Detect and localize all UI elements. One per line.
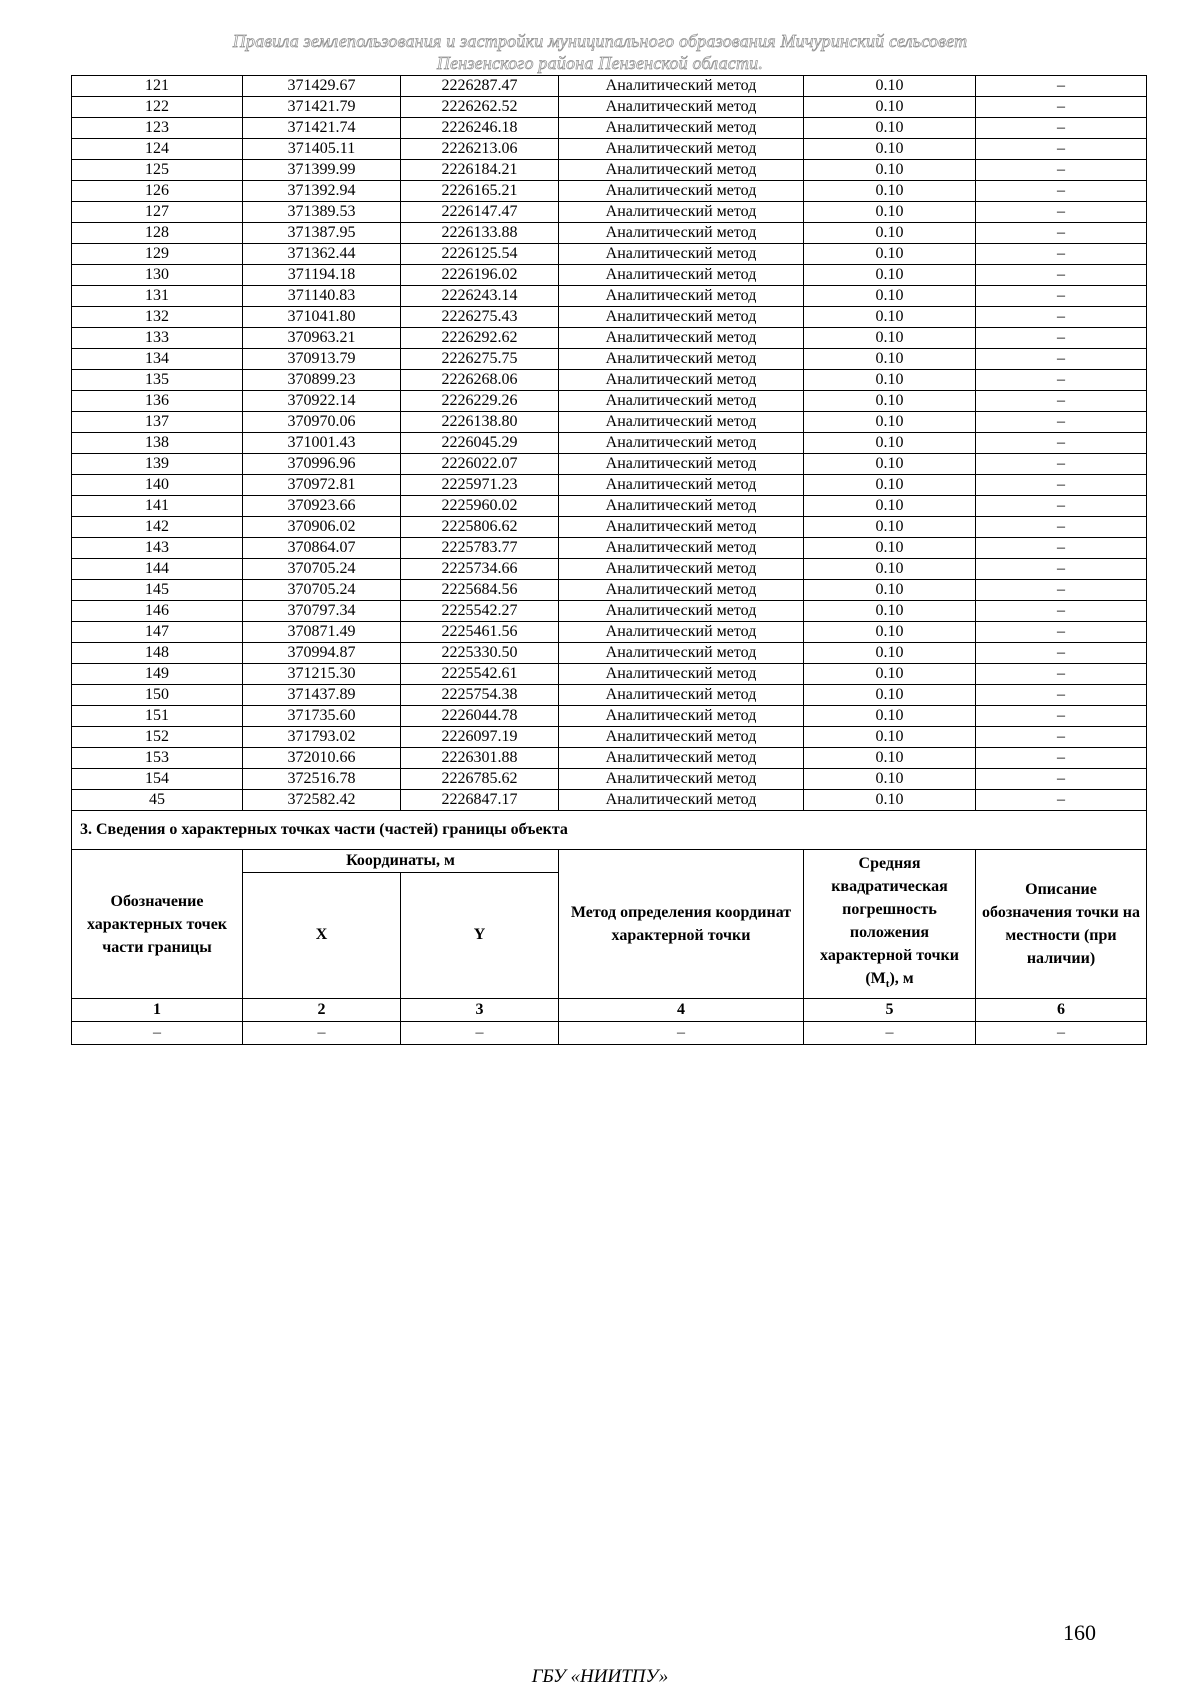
table-row: [72, 496, 1147, 517]
empty-cell: –: [559, 1022, 804, 1045]
point-number-cell: 148: [72, 643, 243, 664]
method-cell: Аналитический метод: [559, 685, 804, 706]
y-coordinate-cell: 2226196.02: [401, 265, 559, 286]
x-coordinate-cell: 371429.67: [243, 76, 401, 97]
error-cell: 0.10: [804, 97, 976, 118]
column-numbers-row: [72, 999, 1147, 1022]
method-cell: Аналитический метод: [559, 496, 804, 517]
error-cell: 0.10: [804, 202, 976, 223]
description-cell: –: [976, 307, 1147, 328]
x-coordinate-cell: 370972.81: [243, 475, 401, 496]
col-method-header: Метод определения координат характерной точки: [559, 850, 804, 999]
description-cell: –: [976, 517, 1147, 538]
table-row: [72, 202, 1147, 223]
method-cell: Аналитический метод: [559, 223, 804, 244]
table-row: [72, 685, 1147, 706]
column-number: 4: [559, 999, 804, 1022]
table-row: [72, 286, 1147, 307]
y-coordinate-cell: 2226847.17: [401, 790, 559, 811]
x-coordinate-cell: 370996.96: [243, 454, 401, 475]
table-row: [72, 370, 1147, 391]
description-cell: –: [976, 349, 1147, 370]
table-row: [72, 181, 1147, 202]
method-cell: Аналитический метод: [559, 160, 804, 181]
point-number-cell: 154: [72, 769, 243, 790]
y-coordinate-cell: 2226044.78: [401, 706, 559, 727]
table-row: [72, 160, 1147, 181]
description-cell: –: [976, 202, 1147, 223]
x-coordinate-cell: 372010.66: [243, 748, 401, 769]
table-row: [72, 580, 1147, 601]
table-row: [72, 139, 1147, 160]
column-number: 3: [401, 999, 559, 1022]
error-cell: 0.10: [804, 706, 976, 727]
point-number-cell: 140: [72, 475, 243, 496]
y-coordinate-cell: 2226022.07: [401, 454, 559, 475]
table-row: [72, 97, 1147, 118]
point-number-cell: 133: [72, 328, 243, 349]
point-number-cell: 145: [72, 580, 243, 601]
method-cell: Аналитический метод: [559, 265, 804, 286]
description-cell: –: [976, 601, 1147, 622]
section-3-title: 3. Сведения о характерных точках части (частей) границы объекта: [72, 811, 1147, 850]
description-cell: –: [976, 643, 1147, 664]
method-cell: Аналитический метод: [559, 538, 804, 559]
point-number-cell: 132: [72, 307, 243, 328]
x-coordinate-cell: 370797.34: [243, 601, 401, 622]
point-number-cell: 128: [72, 223, 243, 244]
column-number: 2: [243, 999, 401, 1022]
point-number-cell: 153: [72, 748, 243, 769]
error-cell: 0.10: [804, 244, 976, 265]
point-number-cell: 127: [72, 202, 243, 223]
section-3-block: [72, 811, 1147, 1045]
method-cell: Аналитический метод: [559, 748, 804, 769]
col-desc-header: Описание обозначения точки на местности (при наличии): [976, 850, 1147, 999]
description-cell: –: [976, 685, 1147, 706]
y-coordinate-cell: 2225684.56: [401, 580, 559, 601]
col-error-text: Средняя квадратическая погрешность положения характерной точки (M: [820, 855, 959, 987]
error-cell: 0.10: [804, 664, 976, 685]
table-row: [72, 559, 1147, 580]
method-cell: Аналитический метод: [559, 307, 804, 328]
y-coordinate-cell: 2226229.26: [401, 391, 559, 412]
error-cell: 0.10: [804, 76, 976, 97]
method-cell: Аналитический метод: [559, 118, 804, 139]
section-3-title-row: [72, 811, 1147, 850]
description-cell: –: [976, 391, 1147, 412]
table-row: [72, 223, 1147, 244]
method-cell: Аналитический метод: [559, 97, 804, 118]
x-coordinate-cell: 370963.21: [243, 328, 401, 349]
table-row: [72, 706, 1147, 727]
method-cell: Аналитический метод: [559, 370, 804, 391]
table-row: [72, 748, 1147, 769]
error-cell: 0.10: [804, 349, 976, 370]
table-row: [72, 643, 1147, 664]
y-coordinate-cell: 2226165.21: [401, 181, 559, 202]
x-coordinate-cell: 370923.66: [243, 496, 401, 517]
method-cell: Аналитический метод: [559, 643, 804, 664]
error-cell: 0.10: [804, 454, 976, 475]
x-coordinate-cell: 371405.11: [243, 139, 401, 160]
error-cell: 0.10: [804, 601, 976, 622]
x-coordinate-cell: 372516.78: [243, 769, 401, 790]
error-cell: 0.10: [804, 538, 976, 559]
point-number-cell: 125: [72, 160, 243, 181]
description-cell: –: [976, 139, 1147, 160]
y-coordinate-cell: 2226262.52: [401, 97, 559, 118]
x-coordinate-cell: 371387.95: [243, 223, 401, 244]
error-cell: 0.10: [804, 139, 976, 160]
error-cell: 0.10: [804, 643, 976, 664]
description-cell: –: [976, 559, 1147, 580]
error-cell: 0.10: [804, 412, 976, 433]
description-cell: –: [976, 433, 1147, 454]
x-coordinate-cell: 371421.74: [243, 118, 401, 139]
method-cell: Аналитический метод: [559, 580, 804, 601]
point-number-cell: 152: [72, 727, 243, 748]
error-cell: 0.10: [804, 748, 976, 769]
point-number-cell: 123: [72, 118, 243, 139]
point-number-cell: 139: [72, 454, 243, 475]
col-point-header: Обозначение характерных точек части границы: [72, 850, 243, 999]
x-coordinate-cell: 370871.49: [243, 622, 401, 643]
y-coordinate-cell: 2225783.77: [401, 538, 559, 559]
table-row: [72, 601, 1147, 622]
x-coordinate-cell: 372582.42: [243, 790, 401, 811]
point-number-cell: 151: [72, 706, 243, 727]
empty-cell: –: [804, 1022, 976, 1045]
method-cell: Аналитический метод: [559, 601, 804, 622]
x-coordinate-cell: 371399.99: [243, 160, 401, 181]
running-header-line-1: Правила землепользования и застройки муниципального образования Мичуринский сельсовет: [232, 31, 968, 51]
method-cell: Аналитический метод: [559, 139, 804, 160]
description-cell: –: [976, 538, 1147, 559]
description-cell: –: [976, 328, 1147, 349]
point-number-cell: 144: [72, 559, 243, 580]
point-number-cell: 142: [72, 517, 243, 538]
y-coordinate-cell: 2225734.66: [401, 559, 559, 580]
point-number-cell: 121: [72, 76, 243, 97]
error-cell: 0.10: [804, 118, 976, 139]
x-coordinate-cell: 370913.79: [243, 349, 401, 370]
description-cell: –: [976, 97, 1147, 118]
method-cell: Аналитический метод: [559, 727, 804, 748]
x-coordinate-cell: 370705.24: [243, 559, 401, 580]
method-cell: Аналитический метод: [559, 517, 804, 538]
point-number-cell: 150: [72, 685, 243, 706]
method-cell: Аналитический метод: [559, 790, 804, 811]
x-coordinate-cell: 371140.83: [243, 286, 401, 307]
x-coordinate-cell: 371215.30: [243, 664, 401, 685]
description-cell: –: [976, 475, 1147, 496]
y-coordinate-cell: 2225330.50: [401, 643, 559, 664]
x-coordinate-cell: 370705.24: [243, 580, 401, 601]
col-x-header: X: [243, 872, 401, 998]
description-cell: –: [976, 412, 1147, 433]
method-cell: Аналитический метод: [559, 622, 804, 643]
table-row: [72, 118, 1147, 139]
description-cell: –: [976, 181, 1147, 202]
table-row: [72, 664, 1147, 685]
point-number-cell: 141: [72, 496, 243, 517]
table-row: [72, 412, 1147, 433]
x-coordinate-cell: 371421.79: [243, 97, 401, 118]
point-number-cell: 45: [72, 790, 243, 811]
description-cell: –: [976, 286, 1147, 307]
x-coordinate-cell: 370922.14: [243, 391, 401, 412]
error-cell: 0.10: [804, 328, 976, 349]
error-cell: 0.10: [804, 622, 976, 643]
point-number-cell: 130: [72, 265, 243, 286]
y-coordinate-cell: 2225542.27: [401, 601, 559, 622]
error-cell: 0.10: [804, 391, 976, 412]
method-cell: Аналитический метод: [559, 328, 804, 349]
point-number-cell: 122: [72, 97, 243, 118]
method-cell: Аналитический метод: [559, 433, 804, 454]
empty-data-row: [72, 1022, 1147, 1045]
table-row: [72, 433, 1147, 454]
point-number-cell: 126: [72, 181, 243, 202]
method-cell: Аналитический метод: [559, 559, 804, 580]
table-row: [72, 391, 1147, 412]
description-cell: –: [976, 76, 1147, 97]
table-row: [72, 769, 1147, 790]
error-cell: 0.10: [804, 496, 976, 517]
table-row: [72, 454, 1147, 475]
x-coordinate-cell: 370906.02: [243, 517, 401, 538]
description-cell: –: [976, 706, 1147, 727]
description-cell: –: [976, 223, 1147, 244]
point-number-cell: 134: [72, 349, 243, 370]
table-row: [72, 727, 1147, 748]
description-cell: –: [976, 748, 1147, 769]
point-number-cell: 143: [72, 538, 243, 559]
empty-cell: –: [243, 1022, 401, 1045]
point-number-cell: 124: [72, 139, 243, 160]
description-cell: –: [976, 265, 1147, 286]
col-coords-header: Координаты, м: [243, 850, 559, 873]
method-cell: Аналитический метод: [559, 391, 804, 412]
point-number-cell: 147: [72, 622, 243, 643]
table-row: [72, 517, 1147, 538]
empty-cell: –: [976, 1022, 1147, 1045]
error-cell: 0.10: [804, 160, 976, 181]
error-cell: 0.10: [804, 685, 976, 706]
y-coordinate-cell: 2225461.56: [401, 622, 559, 643]
x-coordinate-cell: 370970.06: [243, 412, 401, 433]
x-coordinate-cell: 371194.18: [243, 265, 401, 286]
x-coordinate-cell: 371041.80: [243, 307, 401, 328]
description-cell: –: [976, 580, 1147, 601]
description-cell: –: [976, 118, 1147, 139]
method-cell: Аналитический метод: [559, 181, 804, 202]
error-cell: 0.10: [804, 727, 976, 748]
error-cell: 0.10: [804, 307, 976, 328]
description-cell: –: [976, 244, 1147, 265]
error-cell: 0.10: [804, 223, 976, 244]
y-coordinate-cell: 2226268.06: [401, 370, 559, 391]
method-cell: Аналитический метод: [559, 706, 804, 727]
error-cell: 0.10: [804, 790, 976, 811]
table-row: [72, 790, 1147, 811]
method-cell: Аналитический метод: [559, 202, 804, 223]
description-cell: –: [976, 454, 1147, 475]
empty-cell: –: [72, 1022, 243, 1045]
method-cell: Аналитический метод: [559, 454, 804, 475]
col-error-header: [804, 850, 976, 999]
description-cell: –: [976, 664, 1147, 685]
y-coordinate-cell: 2226147.47: [401, 202, 559, 223]
table-row: [72, 349, 1147, 370]
table-row: [72, 622, 1147, 643]
x-coordinate-cell: 371437.89: [243, 685, 401, 706]
method-cell: Аналитический метод: [559, 412, 804, 433]
method-cell: Аналитический метод: [559, 76, 804, 97]
y-coordinate-cell: 2226785.62: [401, 769, 559, 790]
method-cell: Аналитический метод: [559, 769, 804, 790]
point-number-cell: 137: [72, 412, 243, 433]
x-coordinate-cell: 371735.60: [243, 706, 401, 727]
method-cell: Аналитический метод: [559, 349, 804, 370]
description-cell: –: [976, 790, 1147, 811]
table-row: [72, 265, 1147, 286]
y-coordinate-cell: 2225806.62: [401, 517, 559, 538]
coordinates-table: [71, 75, 1147, 1045]
table-row: [72, 244, 1147, 265]
table-row: [72, 328, 1147, 349]
y-coordinate-cell: 2226243.14: [401, 286, 559, 307]
x-coordinate-cell: 370864.07: [243, 538, 401, 559]
col-error-unit: ), м: [889, 970, 914, 987]
error-cell: 0.10: [804, 265, 976, 286]
x-coordinate-cell: 371392.94: [243, 181, 401, 202]
point-number-cell: 149: [72, 664, 243, 685]
col-error-subscript: t: [885, 978, 890, 991]
error-cell: 0.10: [804, 286, 976, 307]
method-cell: Аналитический метод: [559, 244, 804, 265]
running-header-line-2: Пензенского района Пензенской области.: [436, 53, 764, 73]
x-coordinate-cell: 371793.02: [243, 727, 401, 748]
y-coordinate-cell: 2226292.62: [401, 328, 559, 349]
point-number-cell: 135: [72, 370, 243, 391]
table-row: [72, 475, 1147, 496]
x-coordinate-cell: 371389.53: [243, 202, 401, 223]
y-coordinate-cell: 2226246.18: [401, 118, 559, 139]
point-number-cell: 136: [72, 391, 243, 412]
y-coordinate-cell: 2226301.88: [401, 748, 559, 769]
column-number: 6: [976, 999, 1147, 1022]
error-cell: 0.10: [804, 433, 976, 454]
empty-cell: –: [401, 1022, 559, 1045]
y-coordinate-cell: 2226213.06: [401, 139, 559, 160]
x-coordinate-cell: 370994.87: [243, 643, 401, 664]
x-coordinate-cell: 371362.44: [243, 244, 401, 265]
description-cell: –: [976, 370, 1147, 391]
error-cell: 0.10: [804, 475, 976, 496]
table-row: [72, 538, 1147, 559]
y-coordinate-cell: 2226275.43: [401, 307, 559, 328]
y-coordinate-cell: 2225960.02: [401, 496, 559, 517]
y-coordinate-cell: 2226275.75: [401, 349, 559, 370]
y-coordinate-cell: 2226184.21: [401, 160, 559, 181]
y-coordinate-cell: 2225542.61: [401, 664, 559, 685]
point-number-cell: 131: [72, 286, 243, 307]
col-y-header: Y: [401, 872, 559, 998]
y-coordinate-cell: 2226045.29: [401, 433, 559, 454]
x-coordinate-cell: 370899.23: [243, 370, 401, 391]
description-cell: –: [976, 622, 1147, 643]
method-cell: Аналитический метод: [559, 286, 804, 307]
error-cell: 0.10: [804, 181, 976, 202]
method-cell: Аналитический метод: [559, 664, 804, 685]
error-cell: 0.10: [804, 370, 976, 391]
y-coordinate-cell: 2226138.80: [401, 412, 559, 433]
y-coordinate-cell: 2226287.47: [401, 76, 559, 97]
page-number: 160: [1063, 1620, 1096, 1645]
x-coordinate-cell: 371001.43: [243, 433, 401, 454]
description-cell: –: [976, 769, 1147, 790]
error-cell: 0.10: [804, 559, 976, 580]
table-row: [72, 307, 1147, 328]
method-cell: Аналитический метод: [559, 475, 804, 496]
description-cell: –: [976, 496, 1147, 517]
error-cell: 0.10: [804, 517, 976, 538]
y-coordinate-cell: 2226125.54: [401, 244, 559, 265]
y-coordinate-cell: 2226097.19: [401, 727, 559, 748]
table-row: [72, 76, 1147, 97]
coordinates-rows: [72, 76, 1147, 811]
column-number: 1: [72, 999, 243, 1022]
column-number: 5: [804, 999, 976, 1022]
error-cell: 0.10: [804, 769, 976, 790]
point-number-cell: 146: [72, 601, 243, 622]
description-cell: –: [976, 727, 1147, 748]
error-cell: 0.10: [804, 580, 976, 601]
section-3-header-row-1: [72, 850, 1147, 873]
y-coordinate-cell: 2226133.88: [401, 223, 559, 244]
y-coordinate-cell: 2225971.23: [401, 475, 559, 496]
footer-organization: ГБУ «НИИТПУ»: [531, 1666, 669, 1687]
point-number-cell: 138: [72, 433, 243, 454]
point-number-cell: 129: [72, 244, 243, 265]
y-coordinate-cell: 2225754.38: [401, 685, 559, 706]
description-cell: –: [976, 160, 1147, 181]
